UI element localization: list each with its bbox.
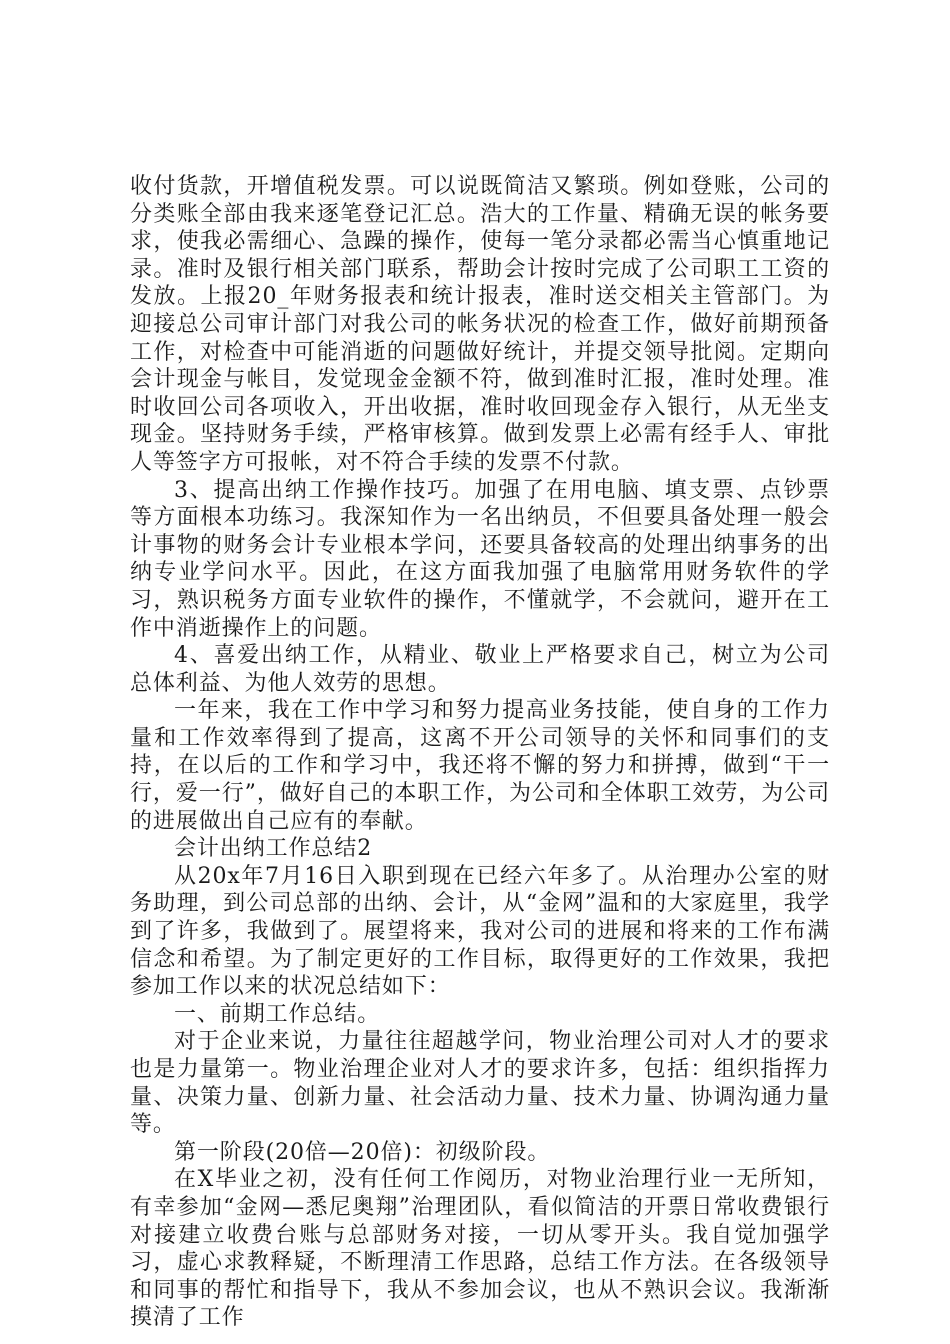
paragraph-10: 在X毕业之初，没有任何工作阅历，对物业治理行业一无所知，有幸参加“金网—悉尼奥翔”治理团队，看似简洁的开票日常收费银行对接建立收费台账与总部财务对接，一切从零开头。我自觉加强学习，虚心求教释疑，不断理清工作思路，总结工作方法。在各级领导和同事的帮忙和指导下，我从不参加会议，也从不熟识会议。我渐渐摸清了工作 xyxy=(130,1167,830,1331)
paragraph-4: 一年来，我在工作中学习和努力提高业务技能，使自身的工作力量和工作效率得到了提高，这离不开公司领导的关怀和同事们的支持，在以后的工作和学习中，我还将不懈的努力和拼搏，做到“干一行，爱一行”，做好自己的本职工作，为公司和全体职工效劳，为公司的进展做出自己应有的奉献。 xyxy=(130,698,830,834)
paragraph-2: 3、提高出纳工作操作技巧。加强了在用电脑、填支票、点钞票等方面根本功练习。我深知作为一名出纳员，不但要具备处理一般会计事物的财务会计专业根本学问，还要具备较高的处理出纳事务的出纳专业学问水平。因此，在这方面我加强了电脑常用财务软件的学习，熟识税务方面专业软件的操作，不懂就学，不会就问，避开在工作中消逝操作上的问题。 xyxy=(130,477,830,641)
section-heading: 会计出纳工作总结2 xyxy=(174,836,373,862)
subheading: 一、前期工作总结。 xyxy=(174,1001,381,1027)
stage-heading: 第一阶段(20倍—20倍)：初级阶段。 xyxy=(174,1139,551,1165)
document-body xyxy=(130,173,830,1332)
paragraph-8: 对于企业来说，力量往往超越学问，物业治理公司对人才的要求也是力量第一。物业治理企业对人才的要求许多，包括：组织指挥力量、决策力量、创新力量、社会活动力量、技术力量、协调沟通力量等。 xyxy=(130,1029,830,1138)
paragraph-3: 4、喜爱出纳工作，从精业、敬业上严格要求自己，树立为公司总体利益、为他人效劳的思想。 xyxy=(130,643,830,696)
paragraph-1: 收付货款，开增值税发票。可以说既简洁又繁琐。例如登账，公司的分类账全部由我来逐笔登记汇总。浩大的工作量、精确无误的帐务要求，使我必需细心、急躁的操作，使每一笔分录都必需当心慎重地记录。准时及银行相关部门联系，帮助会计按时完成了公司职工工资的发放。上报20_年财务报表和统计报表，准时送交相关主管部门。为迎接总公司审计部门对我公司的帐务状况的检查工作，做好前期预备工作，对检查中可能消逝的问题做好统计，并提交领导批阅。定期向会计现金与帐目，发觉现金金额不符，做到准时汇报，准时处理。准时收回公司各项收入，开出收据，准时收回现金存入银行，从无坐支现金。坚持财务手续，严格审核算。做到发票上必需有经手人、审批人等签字方可报帐，对不符合手续的发票不付款。 xyxy=(130,174,830,475)
paragraph-6: 从20x年7月16日入职到现在已经六年多了。从治理办公室的财务助理，到公司总部的出纳、会计，从“金网”温和的大家庭里，我学到了许多，我做到了。展望将来，我对公司的进展和将来的工作布满信念和希望。为了制定更好的工作目标，取得更好的工作效果，我把参加工作以来的状况总结如下： xyxy=(130,863,830,1000)
